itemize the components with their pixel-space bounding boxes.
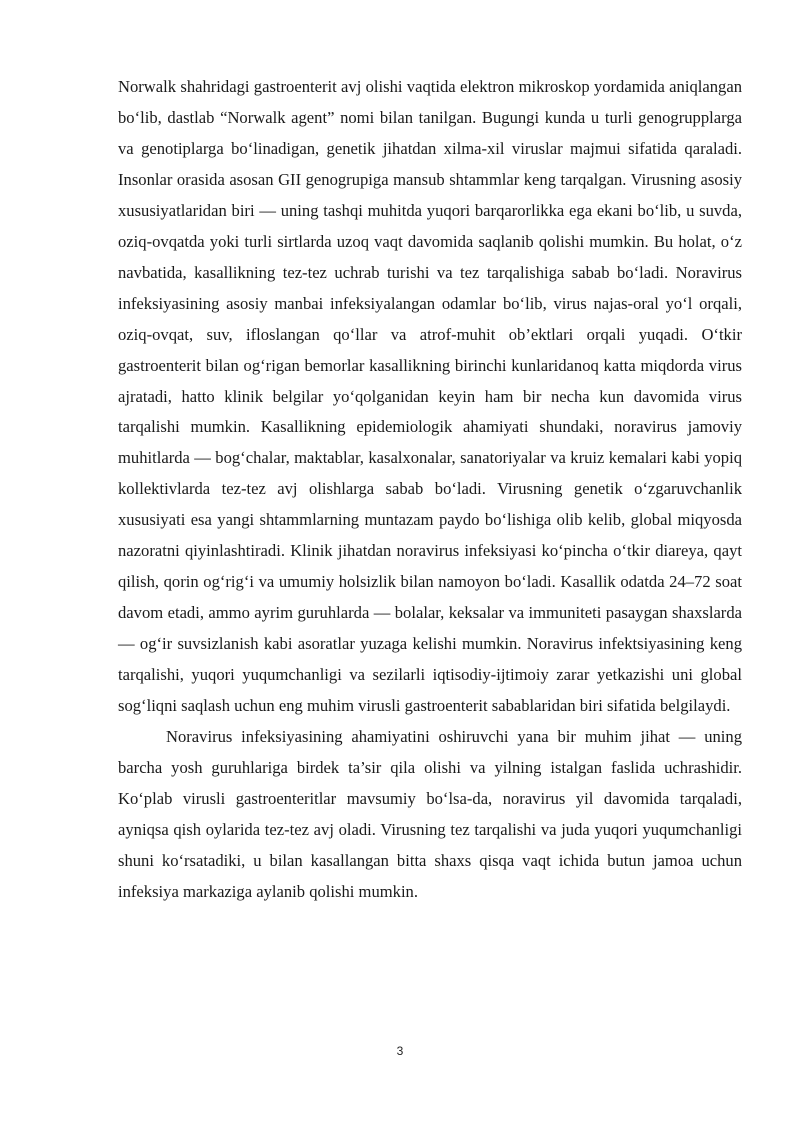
body-text [118, 72, 742, 908]
paragraph-1: Norwalk shahridagi gastroenterit avj olishi vaqtida elektron mikroskop yordamida aniqlangan bo‘lib, dastlab “Norwalk agent” nomi bilan tanilgan. Bugungi kunda u turli genogrupplarga va genotiplarga bo‘linadigan, genetik jihatdan xilma-xil viruslar majmui sifatida qaraladi. Insonlar orasida asosan GII genogrupiga mansub shtammlar keng tarqalgan. Virusning asosiy xususiyatlaridan biri — uning tashqi muhitda yuqori barqarorlikka ega ekani bo‘lib, u suvda, oziq-ovqatda yoki turli sirtlarda uzoq vaqt davomida saqlanib qolishi mumkin. Bu holat, o‘z navbatida, kasallikning tez-tez uchrab turishi va tez tarqalishiga sabab bo‘ladi. Noravirus infeksiyasining asosiy manbai infeksiyalangan odamlar bo‘lib, virus najas-oral yo‘l orqali, oziq-ovqat, suv, ifloslangan qo‘llar va atrof-muhit ob’ektlari orqali yuqadi. O‘tkir gastroenterit bilan og‘rigan bemorlar kasallikning birinchi kunlaridanoq katta miqdorda virus ajratadi, hatto klinik belgilar yo‘qolganidan keyin ham bir necha kun davomida virus tarqalishi mumkin. Kasallikning epidemiologik ahamiyati shundaki, noravirus jamoviy muhitlarda — bog‘chalar, maktablar, kasalxonalar, sanatoriyalar va kruiz kemalari kabi yopiq kollektivlarda tez-tez avj olishlarga sabab bo‘ladi. Virusning genetik o‘zgaruvchanlik xususiyati esa yangi shtammlarning muntazam paydo bo‘lishiga olib kelib, global miqyosda nazoratni qiyinlashtiradi. Klinik jihatdan noravirus infeksiyasi ko‘pincha o‘tkir diareya, qayt qilish, qorin og‘rig‘i va umumiy holsizlik bilan namoyon bo‘ladi. Kasallik odatda 24–72 soat davom etadi, ammo ayrim guruhlarda — bolalar, keksalar va immuniteti pasaygan shaxslarda — og‘ir suvsizlanish kabi asoratlar yuzaga kelishi mumkin. Noravirus infektsiyasining keng tarqalishi, yuqori yuqumchanligi va sezilarli iqtisodiy-ijtimoiy zarar yetkazishi uni global sog‘liqni saqlash uchun eng muhim virusli gastroenterit sabablaridan biri sifatida belgilaydi. [118, 77, 742, 716]
page-number: 3 [396, 1044, 404, 1058]
paragraph-2: Noravirus infeksiyasining ahamiyatini oshiruvchi yana bir muhim jihat — uning barcha yosh guruhlariga birdek ta’sir qila olishi va yilning istalgan faslida uchrashidir. Ko‘plab virusli gastroenteritlar mavsumiy bo‘lsa-da, noravirus yil davomida tarqaladi, ayniqsa qish oylarida tez-tez avj oladi. Virusning tez tarqalishi va juda yuqori yuqumchanligi shuni ko‘rsatadiki, u bilan kasallangan bitta shaxs qisqa vaqt ichida butun jamoa uchun infeksiya markaziga aylanib qolishi mumkin. [118, 727, 742, 901]
